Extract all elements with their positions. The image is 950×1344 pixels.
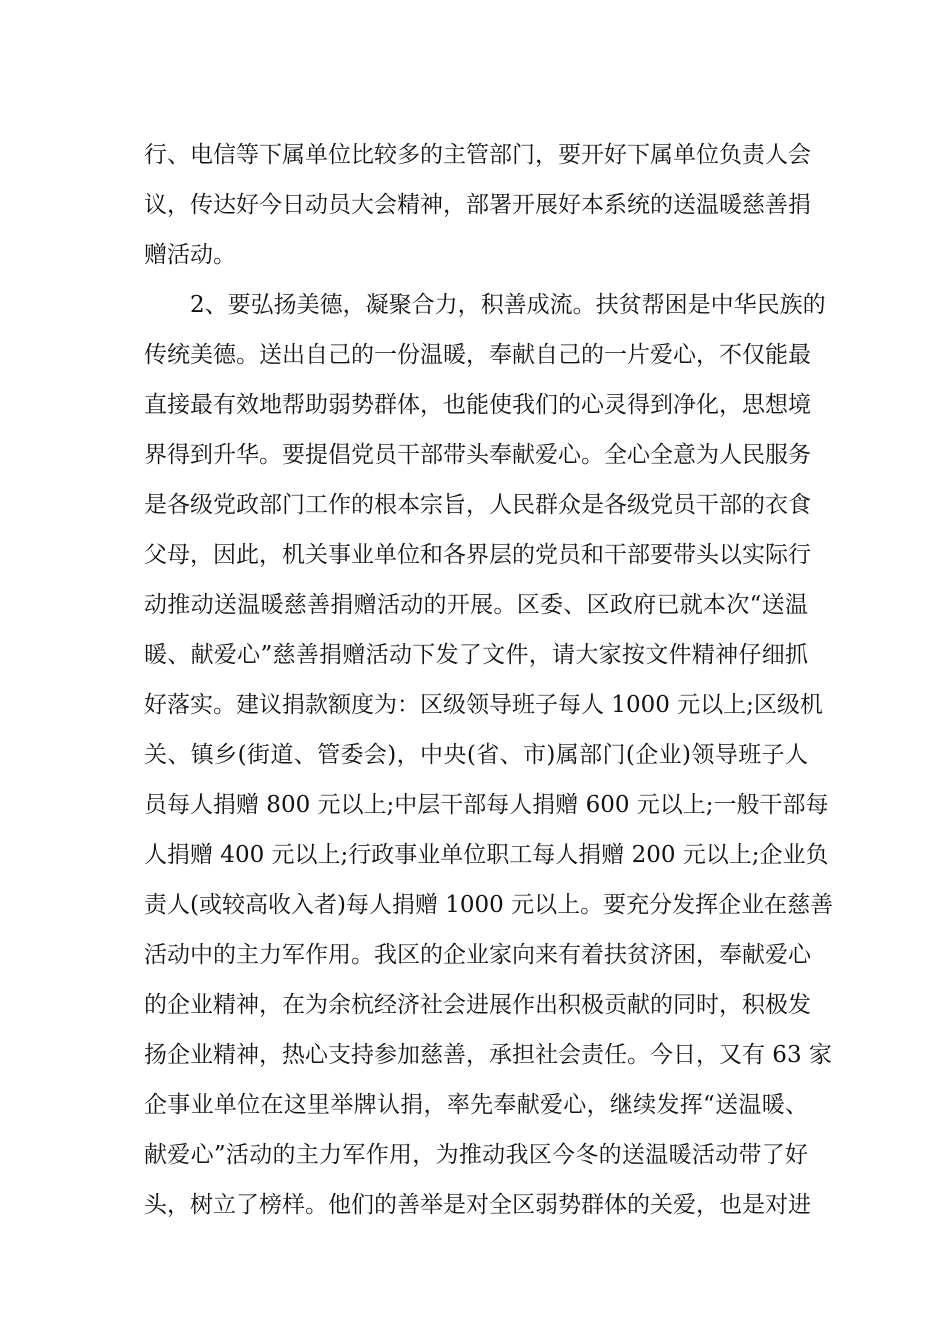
text-line: 是各级党政部门工作的根本宗旨，人民群众是各级党员干部的衣食: [144, 492, 811, 518]
text-line: 责人(或较高收入者)每人捐赠 1000 元以上。要充分发挥企业在慈善: [144, 892, 834, 918]
text-line: 关、镇乡(街道、管委会)，中央(省、市)属部门(企业)领导班子人: [144, 742, 808, 768]
text-line: 行、电信等下属单位比较多的主管部门，要开好下属单位负责人会: [144, 142, 811, 168]
text-line: 的企业精神，在为余杭经济社会进展作出积极贡献的同时，积极发: [144, 992, 811, 1018]
text-line: 动推动送温暖慈善捐赠活动的开展。区委、区政府已就本次“送温: [144, 592, 808, 618]
text-line: 企事业单位在这里举牌认捐，率先奉献爱心，继续发挥“送温暖、: [144, 1092, 808, 1118]
text-line: 界得到升华。要提倡党员干部带头奉献爱心。全心全意为人民服务: [144, 442, 811, 468]
text-line: 传统美德。送出自己的一份温暖，奉献自己的一片爱心，不仅能最: [144, 342, 811, 368]
text-line: 父母，因此，机关事业单位和各界层的党员和干部要带头以实际行: [144, 542, 811, 568]
text-line: 暖、献爱心”慈善捐赠活动下发了文件，请大家按文件精神仔细抓: [144, 642, 808, 668]
body-text: [144, 130, 834, 1230]
text-line: 活动中的主力军作用。我区的企业家向来有着扶贫济困，奉献爱心: [144, 942, 811, 968]
text-line: 扬企业精神，热心支持参加慈善，承担社会责任。今日，又有 63 家: [144, 1042, 832, 1068]
text-line: 头，树立了榜样。他们的善举是对全区弱势群体的关爱，也是对进: [144, 1192, 811, 1218]
text-line: 员每人捐赠 800 元以上;中层干部每人捐赠 600 元以上;一般干部每: [144, 792, 829, 818]
text-line: 人捐赠 400 元以上;行政事业单位职工每人捐赠 200 元以上;企业负: [144, 842, 829, 868]
text-line: 好落实。建议捐款额度为：区级领导班子每人 1000 元以上;区级机: [144, 692, 823, 718]
text-line: 献爱心”活动的主力军作用，为推动我区今冬的送温暖活动带了好: [144, 1142, 808, 1168]
text-line: 赠活动。: [144, 242, 236, 268]
text-line: 议，传达好今日动员大会精神，部署开展好本系统的送温暖慈善捐: [144, 192, 811, 218]
text-line: 直接最有效地帮助弱势群体，也能使我们的心灵得到净化，思想境: [144, 392, 811, 418]
paragraph-first-line: 2、要弘扬美德，凝聚合力，积善成流。扶贫帮困是中华民族的: [190, 292, 826, 318]
